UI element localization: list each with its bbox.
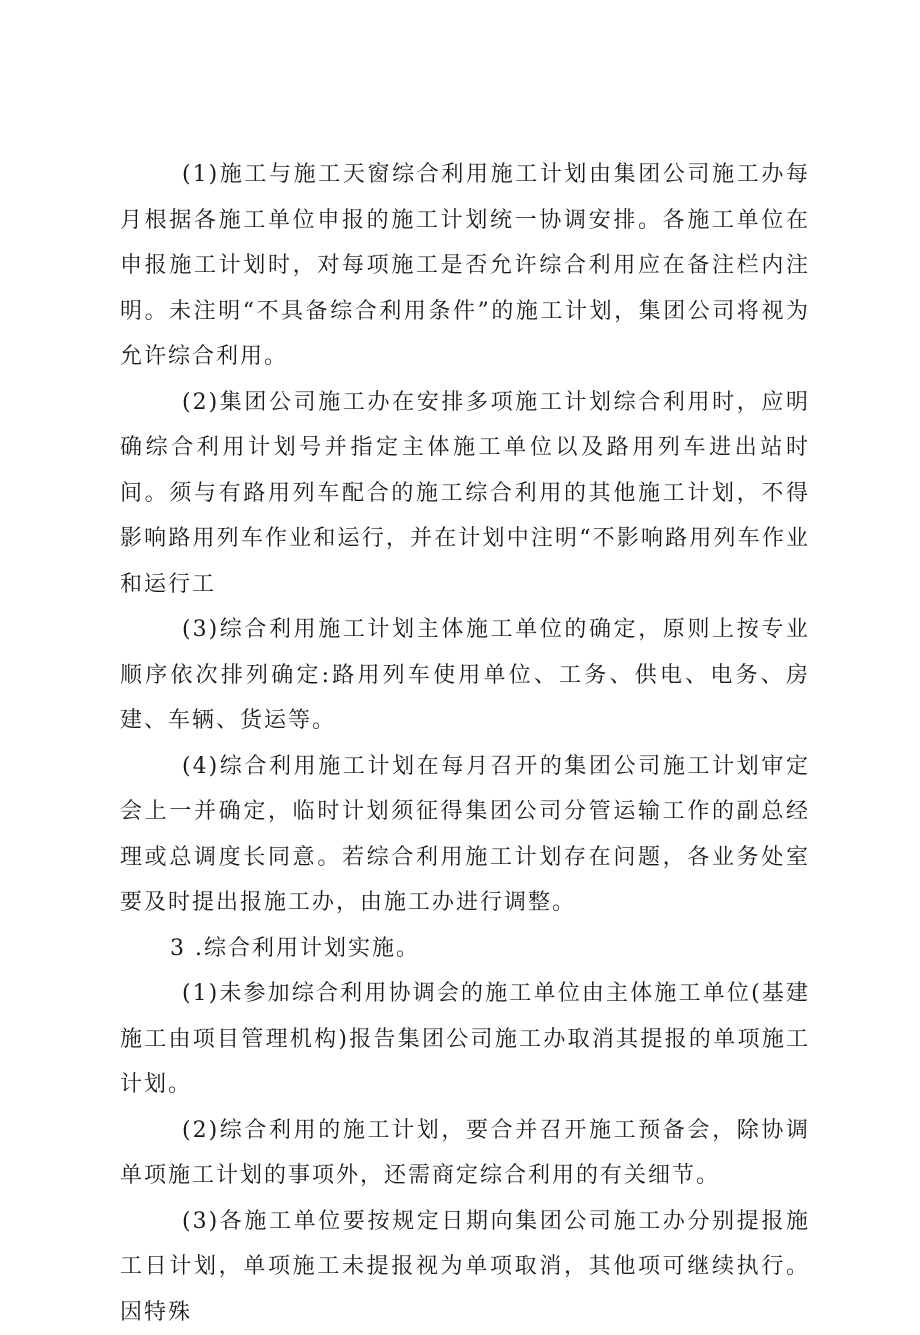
paragraph-5: (1)未参加综合利用协调会的施工单位由主体施工单位(基建施工由项目管理机构)报告集团公司施工办取消其提报的单项施工计划。 [120, 971, 810, 1108]
paragraph-6: (2)综合利用的施工计划，要合并召开施工预备会，除协调单项施工计划的事项外，还需商定综合利用的有关细节。 [120, 1108, 810, 1199]
paragraph-3: (3)综合利用施工计划主体施工单位的确定，原则上按专业顺序依次排列确定:路用列车使用单位、工务、供电、电务、房建、车辆、货运等。 [120, 607, 810, 744]
paragraph-4: (4)综合利用施工计划在每月召开的集团公司施工计划审定会上一并确定，临时计划须征得集团公司分管运输工作的副总经理或总调度长同意。若综合利用施工计划存在问题，各业务处室要及时提出报施工办，由施工办进行调整。 [120, 744, 810, 926]
paragraph-7: (3)各施工单位要按规定日期向集团公司施工办分别提报施工日计划，单项施工未提报视为单项取消，其他项可继续执行。因特殊 [120, 1199, 810, 1335]
paragraph-2: (2)集团公司施工办在安排多项施工计划综合利用时，应明确综合利用计划号并指定主体施工单位以及路用列车进出站时间。须与有路用列车配合的施工综合利用的其他施工计划，不得影响路用列车作业和运行，并在计划中注明“不影响路用列车作业和运行工 [120, 380, 810, 608]
section-heading: 3 .综合利用计划实施。 [120, 926, 810, 972]
document-body [120, 152, 810, 1335]
paragraph-1: (1)施工与施工天窗综合利用施工计划由集团公司施工办每月根据各施工单位申报的施工计划统一协调安排。各施工单位在申报施工计划时，对每项施工是否允许综合利用应在备注栏内注明。未注明“不具备综合利用条件”的施工计划，集团公司将视为允许综合利用。 [120, 152, 810, 380]
